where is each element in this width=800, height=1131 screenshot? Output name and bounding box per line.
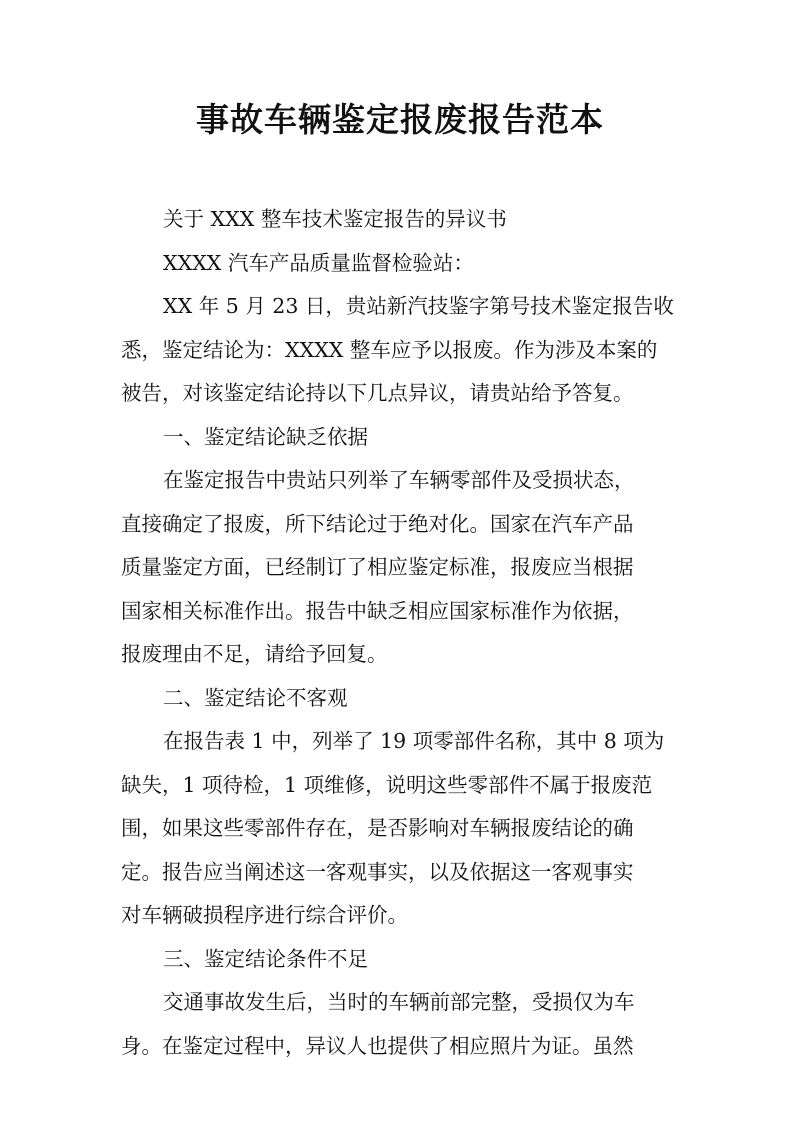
document-line: 交通事故发生后，当时的车辆前部完整，受损仅为车 (163, 990, 635, 1014)
document-line: 在报告表 1 中，列举了 19 项零部件名称，其中 8 项为 (163, 729, 665, 753)
document-line: 一、鉴定结论缺乏依据 (163, 424, 368, 449)
document-body (121, 198, 681, 1068)
document-line: 缺失，1 项待检，1 项维修，说明这些零部件不属于报废范 (121, 772, 653, 797)
document-line: 直接确定了报废，所下结论过于绝对化。国家在汽车产品 (121, 511, 634, 536)
document-line: 对车辆破损程序进行综合评价。 (121, 903, 408, 927)
document-line: XXXX 汽车产品质量监督检验站： (163, 250, 474, 275)
document-line: 定。报告应当阐述这一客观事实，以及依据这一客观事实 (121, 859, 634, 884)
document-line: 三、鉴定结论条件不足 (163, 946, 368, 971)
document-line: 国家相关标准作出。报告中缺乏相应国家标准作为依据， (121, 598, 634, 623)
document-line: 身。在鉴定过程中，异议人也提供了相应照片为证。虽然 (121, 1033, 634, 1058)
document-line: 悉，鉴定结论为：XXXX 整车应予以报废。作为涉及本案的 (121, 337, 658, 362)
document-line: 二、鉴定结论不客观 (163, 685, 348, 710)
document-line: 被告，对该鉴定结论持以下几点异议，请贵站给予答复。 (121, 381, 634, 405)
document-line: 质量鉴定方面，已经制订了相应鉴定标准，报废应当根据 (121, 555, 634, 579)
document-title: 事故车辆鉴定报废报告范本 (196, 100, 604, 139)
document-line: 在鉴定报告中贵站只列举了车辆零部件及受损状态， (163, 468, 635, 492)
document-line: XX 年 5 月 23 日，贵站新汽技鉴字第号技术鉴定报告收 (163, 294, 674, 318)
document-line: 报废理由不足，请给予回复。 (121, 642, 388, 666)
document-line: 围，如果这些零部件存在，是否影响对车辆报废结论的确 (121, 816, 634, 840)
document-line: 关于 XXX 整车技术鉴定报告的异议书 (163, 207, 507, 231)
